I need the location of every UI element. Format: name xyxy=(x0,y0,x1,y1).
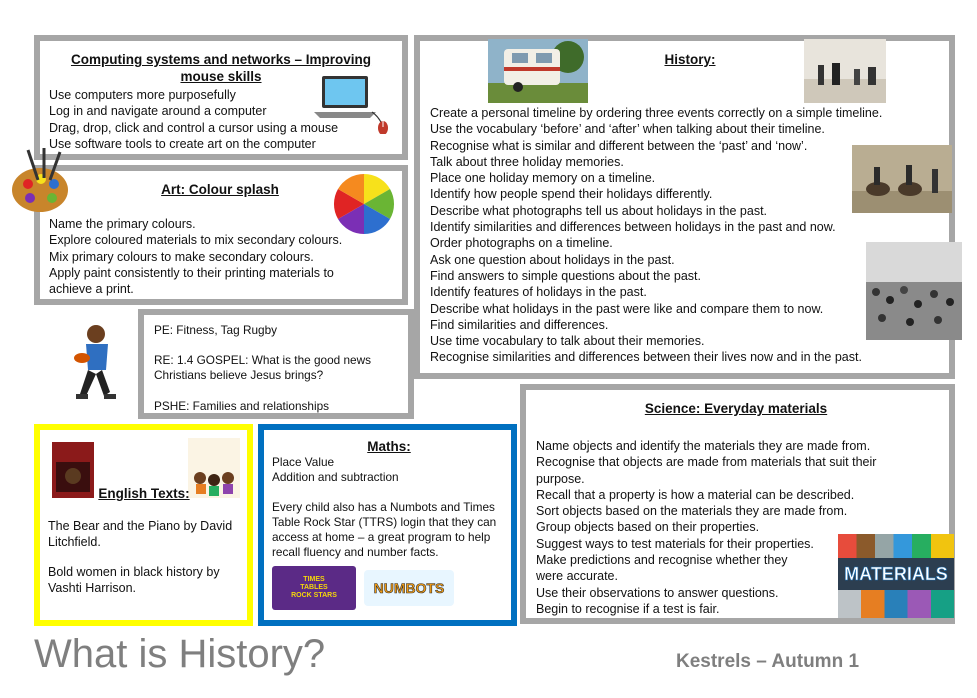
list-item: Identify how people spend their holidays differently. xyxy=(430,187,713,202)
list-item: Log in and navigate around a computer xyxy=(49,104,267,119)
paint-palette-icon xyxy=(8,146,74,218)
list-item: Recognise what is similar and different between the ‘past’ and ‘now’. xyxy=(430,138,808,153)
english-book-2: Bold women in black history by Vashti Harrison. xyxy=(48,565,220,596)
maths-line-2: Addition and subtraction xyxy=(272,470,399,484)
bold-women-book-cover xyxy=(188,438,240,498)
pe-re-pshe-panel xyxy=(138,309,414,419)
list-item: Describe what holidays in the past were like and compare them to now. xyxy=(430,301,824,316)
list-item: Describe what photographs tell us about holidays in the past. xyxy=(430,203,768,218)
list-item: Mix primary colours to make secondary colours. xyxy=(49,249,314,264)
list-item: Recognise similarities and differences between their lives now and in the past. xyxy=(430,350,862,365)
list-item: Explore coloured materials to mix secondary colours. xyxy=(49,233,343,248)
materials-swatches-top xyxy=(838,534,954,558)
maths-title: Maths: xyxy=(367,439,411,454)
rugby-player-icon xyxy=(62,322,128,408)
re-text: RE: 1.4 GOSPEL: What is the good news Christians believe Jesus brings? xyxy=(154,353,372,382)
list-item: Use time vocabulary to talk about their memories. xyxy=(430,334,705,349)
computing-title: Computing systems and networks – Improving mouse skills xyxy=(70,52,372,84)
donkey-ride-photo xyxy=(852,145,952,213)
list-item: Place one holiday memory on a timeline. xyxy=(430,171,656,186)
crowded-beach-photo xyxy=(866,242,962,340)
list-item: Order photographs on a timeline. xyxy=(430,236,613,251)
ttrs-logo xyxy=(272,566,356,610)
page-title: What is History? xyxy=(34,632,326,676)
art-list xyxy=(49,216,359,297)
list-item: Sort objects based on the materials they are made from. xyxy=(536,504,848,519)
pshe-text: PSHE: Families and relationships xyxy=(154,399,330,413)
materials-logo xyxy=(838,534,954,618)
art-title: Art: Colour splash xyxy=(161,182,279,197)
list-item: Create a personal timeline by ordering three events correctly on a simple timeline. xyxy=(430,106,883,120)
science-panel xyxy=(520,384,955,624)
caravan-photo xyxy=(488,39,588,103)
list-item: Use software tools to create art on the computer xyxy=(49,136,316,151)
list-item: Ask one question about holidays in the past. xyxy=(430,252,675,267)
maths-line-1: Place Value xyxy=(272,455,335,469)
history-panel xyxy=(414,35,955,379)
history-list xyxy=(430,105,882,366)
list-item: Name the primary colours. xyxy=(49,217,196,231)
science-title: Science: Everyday materials xyxy=(644,401,828,416)
bear-piano-book-cover xyxy=(52,442,94,498)
maths-panel xyxy=(258,424,517,626)
materials-logo-text: MATERIALS xyxy=(844,564,948,584)
list-item: Identify features of holidays in the past. xyxy=(430,285,647,300)
materials-swatches-bottom xyxy=(838,590,954,618)
list-item: Use their observations to answer questions. xyxy=(536,585,779,600)
numbots-logo xyxy=(364,570,454,606)
ttrs-logo-text: TIMES TABLES ROCK STARS xyxy=(291,576,337,599)
list-item: Use the vocabulary ‘before’ and ‘after’ when talking about their timeline. xyxy=(430,122,825,137)
colour-wheel-icon xyxy=(332,172,396,236)
list-item: Suggest ways to test materials for their properties. xyxy=(536,536,814,551)
list-item: Make predictions and recognise whether they were accurate. xyxy=(536,553,788,584)
list-item: Find answers to simple questions about the past. xyxy=(430,268,701,283)
list-item: Begin to recognise if a test is fair. xyxy=(536,601,720,616)
maths-paragraph: Every child also has a Numbots and Times Table Rock Star (TTRS) login that they can access at home – a great program to help recall fluency and number facts. xyxy=(272,500,497,559)
list-item: Group objects based on their properties. xyxy=(536,520,760,535)
list-item: Use computers more purposefully xyxy=(49,88,236,102)
list-item: Identify similarities and differences between holidays in the past and now. xyxy=(430,220,836,235)
list-item: Apply paint consistently to their printing materials to achieve a print. xyxy=(49,265,334,297)
computing-panel xyxy=(34,35,408,160)
list-item: Talk about three holiday memories. xyxy=(430,154,624,169)
english-book-1: The Bear and the Piano by David Litchfield. xyxy=(48,519,233,550)
list-item: Name objects and identify the materials they are made from. xyxy=(536,439,871,453)
numbots-logo-text: NUMBOTS xyxy=(373,580,445,596)
laptop-mouse-icon xyxy=(312,72,392,134)
list-item: Drag, drop, click and control a cursor using a mouse xyxy=(49,120,339,135)
class-term-label: Kestrels – Autumn 1 xyxy=(676,651,860,672)
list-item: Find similarities and differences. xyxy=(430,317,609,332)
list-item: Recall that a property is how a material can be described. xyxy=(536,487,855,502)
list-item: Recognise that objects are made from materials that suit their purpose. xyxy=(536,455,877,486)
art-panel xyxy=(34,165,408,305)
pe-text: PE: Fitness, Tag Rugby xyxy=(154,323,278,337)
english-title: English Texts: xyxy=(98,486,190,501)
old-beach-photo xyxy=(804,39,886,103)
computing-list xyxy=(49,87,338,152)
english-panel xyxy=(34,424,253,626)
history-title: History: xyxy=(664,52,716,67)
